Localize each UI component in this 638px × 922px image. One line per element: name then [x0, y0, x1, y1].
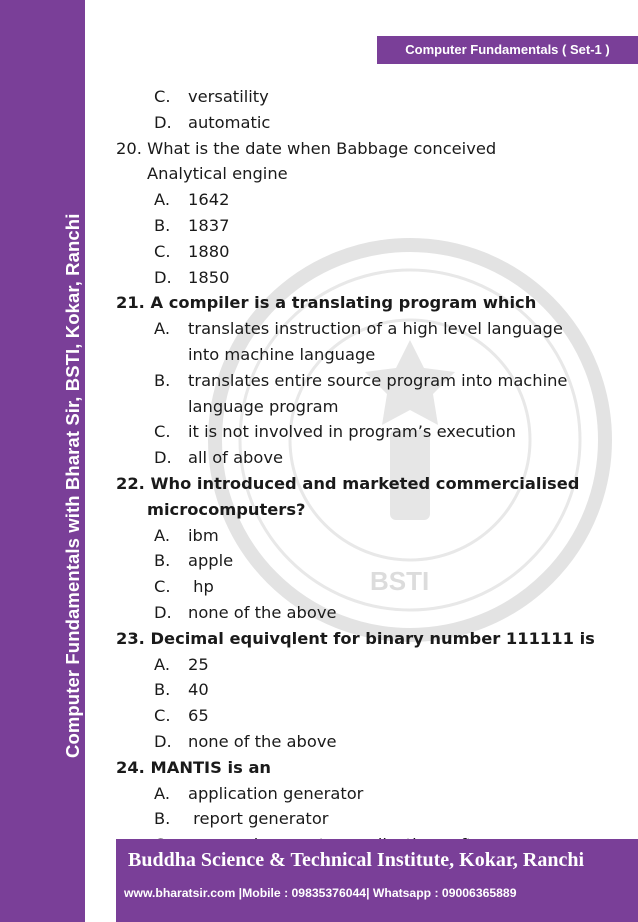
answer-option-continued: language program [188, 396, 339, 416]
option-text: 65 [188, 706, 209, 726]
answer-option [116, 213, 616, 239]
option-letter: D. [154, 267, 172, 287]
answer-option [116, 239, 616, 265]
option-letter: B. [154, 215, 171, 235]
option-letter: A. [154, 783, 171, 803]
option-letter: B. [154, 370, 171, 390]
question-number: 20. [116, 138, 142, 158]
sidebar [0, 0, 85, 922]
answer-option [116, 368, 616, 394]
footer [116, 839, 638, 922]
option-text: hp [188, 577, 214, 597]
option-text: 1642 [188, 190, 230, 210]
option-text: none of the above [188, 731, 337, 751]
option-text: apple [188, 551, 234, 571]
option-text: report generator [188, 809, 329, 829]
answer-option [116, 187, 616, 213]
option-letter: A. [154, 654, 171, 674]
question-text: A compiler is a translating program which [150, 293, 537, 313]
footer-title: Buddha Science & Technical Institute, Kokar, Ranchi [128, 849, 585, 871]
question-line [116, 626, 616, 652]
question-text: Who introduced and marketed commercialised [150, 473, 580, 493]
question-number: 24. [116, 757, 145, 777]
answer-option [116, 84, 616, 110]
option-letter: C. [154, 422, 171, 442]
option-text: all of above [188, 448, 283, 468]
answer-option [116, 265, 616, 291]
question-line [116, 290, 616, 316]
option-letter: C. [154, 706, 171, 726]
option-text: translates entire source program into machine [188, 370, 568, 390]
answer-option [116, 419, 616, 445]
question-text: MANTIS is an [150, 757, 272, 777]
answer-option [116, 652, 616, 678]
answer-option [116, 729, 616, 755]
option-letter: C. [154, 87, 171, 106]
option-letter: C. [154, 241, 171, 261]
question-line [116, 755, 616, 781]
answer-option [116, 677, 616, 703]
option-text: none of the above [188, 602, 337, 622]
answer-option [116, 806, 616, 832]
option-text: application generator [188, 783, 364, 803]
option-letter: D. [154, 731, 172, 751]
question-list [116, 84, 616, 858]
answer-option [116, 445, 616, 471]
answer-option [116, 110, 616, 136]
option-letter: D. [154, 448, 172, 468]
sidebar-title: Computer Fundamentals with Bharat Sir, BSTI, Kokar, Ranchi [62, 213, 83, 758]
option-letter: A. [154, 190, 171, 210]
answer-option [116, 600, 616, 626]
question-line [116, 471, 616, 497]
question-number: 22. [116, 473, 145, 493]
option-text: automatic [188, 112, 271, 132]
option-text: 40 [188, 680, 209, 700]
footer-contact: www.bharatsir.com |Mobile : 09835376044| Whatsapp : 09006365889 [124, 886, 517, 900]
answer-option-continued: into machine language [188, 344, 376, 364]
option-text: 1837 [188, 215, 230, 235]
question-text: Decimal equivqlent for binary number 111111 is [150, 628, 595, 648]
option-text: versatility [188, 87, 269, 106]
option-text: 1850 [188, 267, 230, 287]
answer-option [116, 316, 616, 342]
answer-option [116, 781, 616, 807]
answer-option [116, 548, 616, 574]
question-number: 23. [116, 628, 145, 648]
option-letter: D. [154, 112, 172, 132]
answer-option [116, 523, 616, 549]
question-number: 21. [116, 293, 145, 313]
option-letter: D. [154, 602, 172, 622]
option-letter: B. [154, 809, 171, 829]
watermark-text: BSTI [370, 566, 430, 596]
option-letter: A. [154, 319, 171, 339]
answer-option [116, 703, 616, 729]
option-text: 25 [188, 654, 209, 674]
answer-option [116, 574, 616, 600]
option-letter: B. [154, 551, 171, 571]
option-text: 1880 [188, 241, 230, 261]
option-text: translates instruction of a high level language [188, 319, 563, 339]
option-letter: A. [154, 525, 171, 545]
question-text: What is the date when Babbage conceived [147, 138, 497, 158]
option-letter: B. [154, 680, 171, 700]
option-text: it is not involved in program’s execution [188, 422, 516, 442]
question-line-continued: microcomputers? [147, 499, 306, 519]
option-letter: C. [154, 577, 171, 597]
option-text: ibm [188, 525, 219, 545]
question-line [116, 136, 616, 162]
question-line-continued: Analytical engine [147, 164, 288, 184]
header-badge: Computer Fundamentals ( Set-1 ) [377, 36, 638, 64]
